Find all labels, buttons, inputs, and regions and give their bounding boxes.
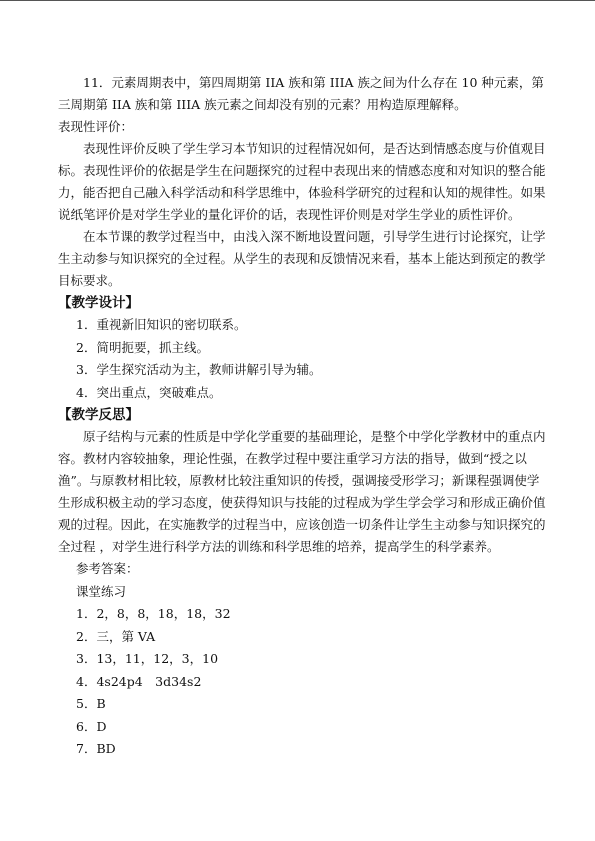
document-page bbox=[58, 72, 548, 761]
teaching-reflection-heading: 【教学反思】 bbox=[58, 407, 139, 423]
answers-subtitle: 课堂练习 bbox=[76, 583, 127, 599]
answer-item: 5．B bbox=[76, 696, 106, 711]
performance-eval-title: 表现性评价： bbox=[58, 119, 134, 134]
answer-item: 7．BD bbox=[76, 741, 116, 756]
answer-item: 2．三，第 VA bbox=[76, 628, 156, 644]
teaching-reflection-para: 原子结构与元素的性质是中学化学重要的基础理论，是整个中学化学教材中的重点内容。教材内容较抽象，理论性强，在教学过程中要注重学习方法的指导，做到“授之以渔”。与原教材相比较，原教材比较注重知识的传授，强调接受形学习；新课程强调使学生形成积极主动的学习态度，使获得知识与技能的过程成为学生学会学习和形成正确价值观的过程。因此，在实施教学的过程当中，应该创造一切条件让学生主动参与知识探究的全过程 ，对学生进行科学方法的训练和科学思维的培养，提高学生的科学素养。 bbox=[58, 429, 546, 554]
teaching-design-item: 3．学生探究活动为主，教师讲解引导为辅。 bbox=[76, 362, 322, 377]
question-11: 11．元素周期表中，第四周期第 IIA 族和第 IIIA 族之间为什么存在 10 种元素，第三周期第 IIA 族和第 IIIA 族元素之间却没有别的元素？用构造原理解释。 bbox=[58, 75, 544, 112]
answers-title: 参考答案： bbox=[76, 561, 139, 576]
answer-item: 6．D bbox=[76, 718, 107, 734]
teaching-design-item: 2．简明扼要，抓主线。 bbox=[76, 339, 209, 355]
teaching-design-item: 4．突出重点，突破难点。 bbox=[76, 384, 222, 400]
answer-item: 4．4s24p4 3d34s2 bbox=[76, 673, 202, 689]
performance-eval-para-1: 表现性评价反映了学生学习本节知识的过程情况如何，是否达到情感态度与价值观目标。表现性评价的依据是学生在问题探究的过程中表现出来的情感态度和对知识的整合能力，能否把自己融入科学活动和科学思维中，体验科学研究的过程和认知的规律性。如果说纸笔评价是对学生学业的量化评价的话，表现性评价则是对学生学业的质性评价。 bbox=[58, 141, 546, 222]
answer-item: 1．2，8，8，18，18，32 bbox=[76, 606, 231, 621]
teaching-design-heading: 【教学设计】 bbox=[58, 295, 139, 311]
answer-item: 3．13，11，12，3，10 bbox=[76, 651, 219, 666]
page-top-rule bbox=[0, 0, 595, 1]
teaching-design-item: 1．重视新旧知识的密切联系。 bbox=[76, 317, 247, 332]
performance-eval-para-2: 在本节课的教学过程当中，由浅入深不断地设置问题，引导学生进行讨论探究，让学生主动参与知识探究的全过程。从学生的表现和反馈情况来看，基本上能达到预定的教学目标要求。 bbox=[58, 229, 546, 288]
